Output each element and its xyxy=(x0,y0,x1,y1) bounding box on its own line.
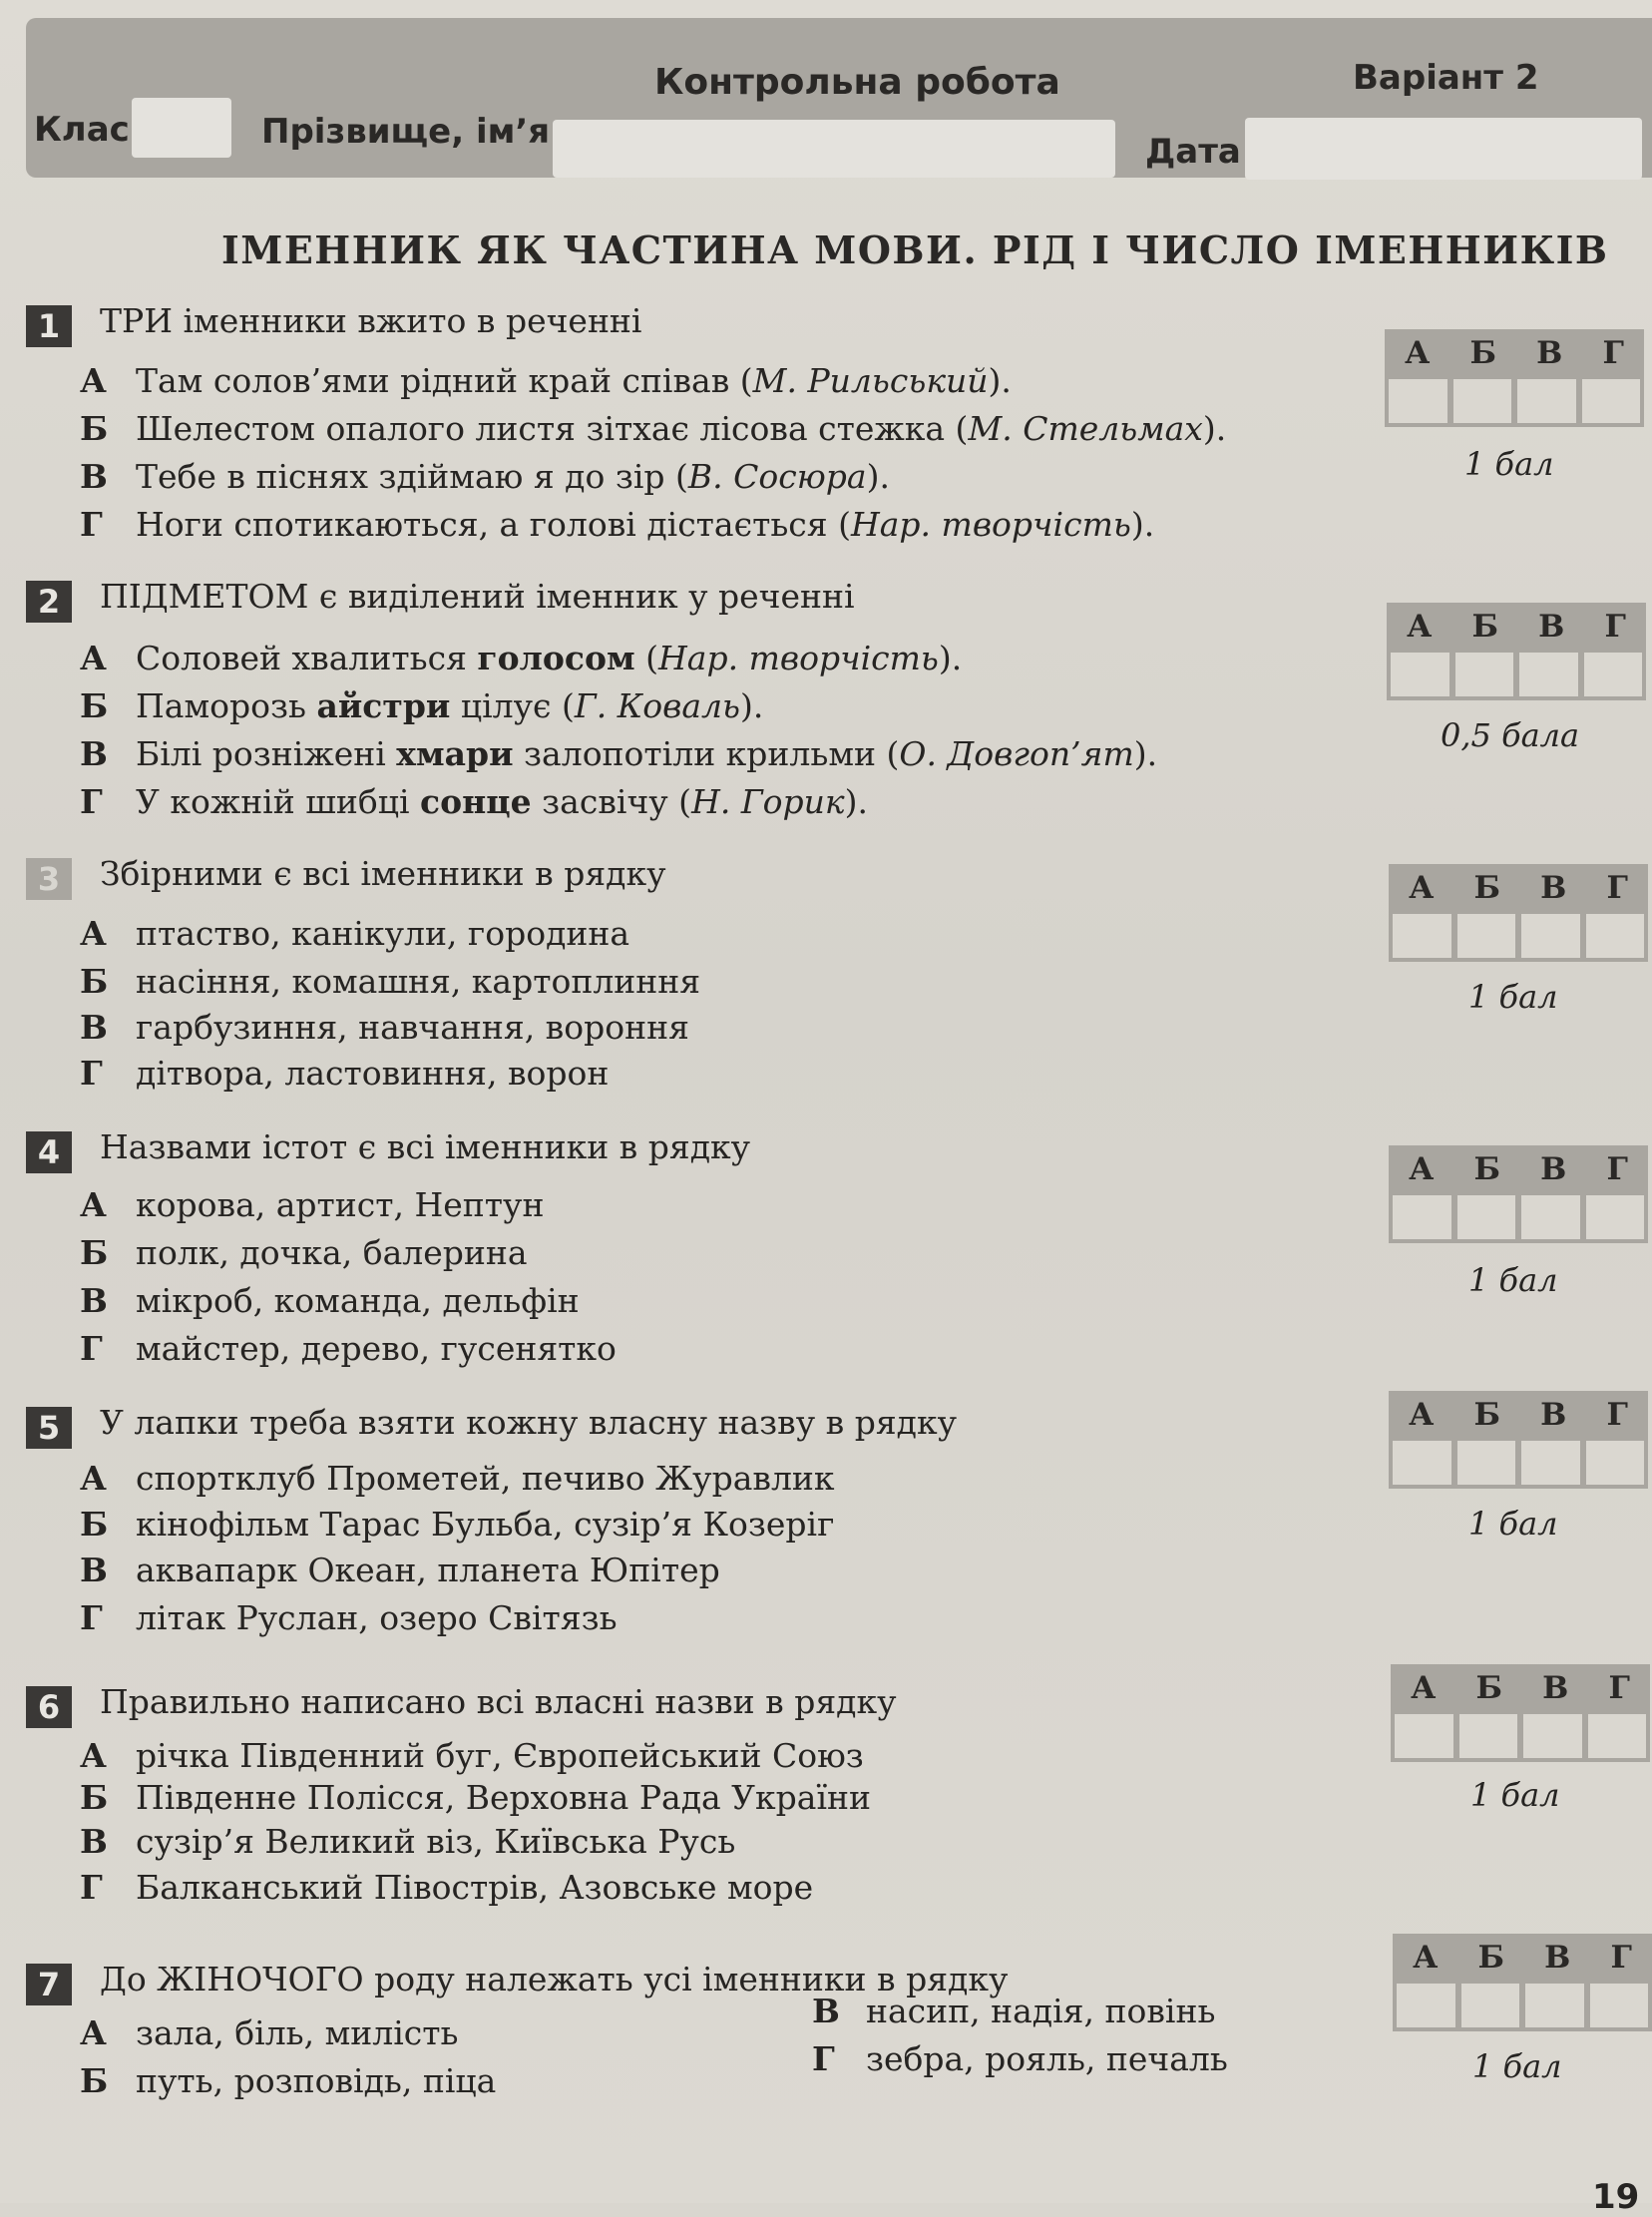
option-v: В Білі розніжені хмари залопотіли крильми (О. Довгоп’ят). xyxy=(80,734,1158,773)
question-number: 6 xyxy=(26,1686,72,1728)
option-v: В Тебе в піснях здіймаю я до зір (В. Сосюра). xyxy=(80,457,890,496)
question-number: 4 xyxy=(26,1131,72,1173)
answer-grid: А Б В Г xyxy=(1391,1664,1650,1762)
answer-cell-v[interactable] xyxy=(1519,653,1578,696)
question-text: Правильно написано всі власні назви в рядку xyxy=(100,1682,897,1721)
answer-cell-b[interactable] xyxy=(1457,1441,1516,1485)
answer-cell-b[interactable] xyxy=(1457,914,1516,958)
answer-cell-h[interactable] xyxy=(1584,653,1643,696)
score-label: 1 бал xyxy=(1470,1776,1560,1814)
question-number: 1 xyxy=(26,305,72,347)
answer-cell-h[interactable] xyxy=(1586,1441,1645,1485)
class-field[interactable] xyxy=(132,98,231,158)
option-v: В сузір’я Великий віз, Київська Русь xyxy=(80,1822,736,1861)
answer-cell-v[interactable] xyxy=(1521,1195,1580,1239)
option-v: В гарбузиння, навчання, вороння xyxy=(80,1008,689,1047)
name-field[interactable] xyxy=(553,120,1115,178)
answer-grid: А Б В Г xyxy=(1393,1934,1652,2031)
option-b: Б полк, дочка, балерина xyxy=(80,1233,528,1272)
option-a: А Соловей хвалиться голосом (Нар. творчість). xyxy=(80,639,963,677)
option-h: Г дітвора, ластовиння, ворон xyxy=(80,1054,610,1093)
page-number: 19 xyxy=(1592,2177,1640,2217)
date-label: Дата xyxy=(1145,132,1241,172)
option-h: Г майстер, дерево, гусенятко xyxy=(80,1329,617,1368)
option-b: Б Шелестом опалого листя зітхає лісова стежка (М. Стельмах). xyxy=(80,409,1227,448)
answer-grid: А Б В Г xyxy=(1389,1145,1648,1243)
answer-cell-a[interactable] xyxy=(1393,914,1451,958)
option-b: Б кінофільм Тарас Бульба, сузір’я Козеріг xyxy=(80,1505,835,1544)
question-text: ТРИ іменники вжито в реченні xyxy=(100,301,642,340)
question-text: У лапки треба взяти кожну власну назву в рядку xyxy=(100,1403,958,1442)
answer-cell-b[interactable] xyxy=(1459,1714,1518,1758)
question-text: ПІДМЕТОМ є виділений іменник у реченні xyxy=(100,577,855,616)
option-a: А спортклуб Прометей, печиво Журавлик xyxy=(80,1459,835,1498)
score-label: 1 бал xyxy=(1464,445,1554,483)
score-label: 1 бал xyxy=(1472,2047,1562,2085)
answer-cell-a[interactable] xyxy=(1393,1195,1451,1239)
class-label: Клас xyxy=(34,110,130,150)
answer-grid: А Б В Г xyxy=(1385,329,1644,427)
answer-cell-v[interactable] xyxy=(1521,914,1580,958)
option-b: Б Паморозь айстри цілує (Г. Коваль). xyxy=(80,686,764,725)
option-v: В аквапарк Океан, планета Юпітер xyxy=(80,1551,720,1589)
option-a: А річка Південний буг, Європейський Союз xyxy=(80,1736,864,1775)
option-h: Г Балканський Півострів, Азовське море xyxy=(80,1868,814,1907)
answer-cell-b[interactable] xyxy=(1455,653,1514,696)
answer-cell-a[interactable] xyxy=(1391,653,1449,696)
question-text: Назвами істот є всі іменники в рядку xyxy=(100,1127,751,1166)
header-title: Контрольна робота xyxy=(654,62,1060,103)
option-b: Б путь, розповідь, піца xyxy=(80,2061,497,2100)
answer-cell-a[interactable] xyxy=(1397,1984,1455,2027)
answer-cell-b[interactable] xyxy=(1453,379,1512,423)
answer-cell-v[interactable] xyxy=(1517,379,1576,423)
option-h: Г літак Руслан, озеро Світязь xyxy=(80,1598,618,1637)
name-label: Прізвище, ім’я xyxy=(261,112,551,152)
question-number: 5 xyxy=(26,1407,72,1449)
question-text: Збірними є всі іменники в рядку xyxy=(100,854,666,893)
header-band xyxy=(26,18,1652,178)
option-h: Г зебра, рояль, печаль xyxy=(812,2039,1228,2078)
answer-cell-b[interactable] xyxy=(1457,1195,1516,1239)
answer-cell-h[interactable] xyxy=(1586,914,1645,958)
option-v: В мікроб, команда, дельфін xyxy=(80,1281,580,1320)
question-number: 2 xyxy=(26,581,72,623)
answer-cell-v[interactable] xyxy=(1521,1441,1580,1485)
answer-cell-v[interactable] xyxy=(1525,1984,1584,2027)
answer-grid: А Б В Г xyxy=(1389,864,1648,962)
variant-label: Варіант 2 xyxy=(1353,58,1539,98)
answer-grid: А Б В Г xyxy=(1387,603,1646,700)
score-label: 1 бал xyxy=(1468,1261,1558,1299)
option-a: А корова, артист, Нептун xyxy=(80,1185,545,1224)
option-v: В насип, надія, повінь xyxy=(812,1992,1216,2030)
answer-cell-h[interactable] xyxy=(1588,1714,1647,1758)
score-label: 1 бал xyxy=(1468,1505,1558,1543)
question-text: До ЖІНОЧОГО роду належать усі іменники в рядку xyxy=(100,1960,1009,1998)
answer-grid: А Б В Г xyxy=(1389,1391,1648,1489)
answer-cell-a[interactable] xyxy=(1395,1714,1453,1758)
answer-cell-v[interactable] xyxy=(1523,1714,1582,1758)
date-field[interactable] xyxy=(1245,118,1642,180)
option-h: Г Ноги спотикаються, а голові дістається (Нар. творчість). xyxy=(80,505,1155,544)
option-b: Б насіння, комашня, картоплиння xyxy=(80,962,701,1001)
answer-cell-a[interactable] xyxy=(1389,379,1447,423)
option-a: А зала, біль, милість xyxy=(80,2013,459,2052)
topic-heading: ІМЕННИК ЯК ЧАСТИНА МОВИ. РІД І ЧИСЛО ІМЕННИКІВ xyxy=(221,227,1609,272)
answer-cell-a[interactable] xyxy=(1393,1441,1451,1485)
question-number: 7 xyxy=(26,1964,72,2005)
option-a: А Там солов’ями рідний край співав (М. Рильський). xyxy=(80,361,1012,400)
score-label: 1 бал xyxy=(1468,978,1558,1016)
option-b: Б Південне Полісся, Верховна Рада України xyxy=(80,1778,871,1817)
answer-cell-h[interactable] xyxy=(1590,1984,1649,2027)
answer-cell-b[interactable] xyxy=(1461,1984,1520,2027)
option-a: А птаство, канікули, городина xyxy=(80,914,630,953)
question-number: 3 xyxy=(26,858,72,900)
answer-cell-h[interactable] xyxy=(1582,379,1641,423)
option-h: Г У кожній шибці сонце засвічу (Н. Горик). xyxy=(80,782,868,821)
answer-cell-h[interactable] xyxy=(1586,1195,1645,1239)
score-label: 0,5 бала xyxy=(1441,716,1580,754)
